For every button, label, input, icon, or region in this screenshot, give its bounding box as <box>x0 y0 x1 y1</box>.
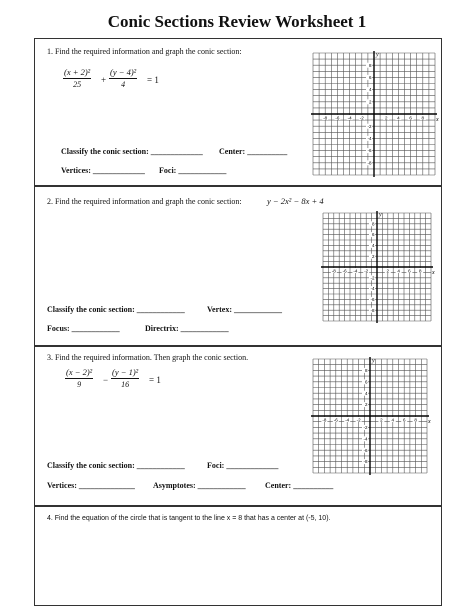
problem-1-statement: 1. Find the required information and graph the conic section: <box>47 47 242 56</box>
x-tick-label: -4 <box>347 115 352 121</box>
y-tick-label: 4 <box>364 390 368 396</box>
p3-classify: Classify the conic section: ____________ <box>47 461 185 470</box>
worksheet-title: Conic Sections Review Worksheet 1 <box>107 12 367 31</box>
y-tick-label: 2 <box>364 402 368 408</box>
y-tick-label: -4 <box>370 286 375 292</box>
x-axis-label: x <box>436 117 439 123</box>
p1-foci: Foci: ____________ <box>159 166 227 175</box>
p1-numerator-1: (x + 2)² <box>64 67 91 77</box>
x-tick-label: 6 <box>409 115 412 121</box>
p2-vertex: Vertex: ____________ <box>207 305 283 314</box>
p3-operator: − <box>103 375 109 385</box>
x-tick-label: -2 <box>359 115 364 121</box>
p2-classify: Classify the conic section: ____________ <box>47 305 185 314</box>
problem-4-box <box>34 506 442 606</box>
y-axis-label: y <box>376 52 379 58</box>
y-tick-label: 6 <box>364 379 368 385</box>
y-tick-label: 4 <box>371 243 375 248</box>
p2-coordinate-grid[interactable] <box>319 209 435 325</box>
x-tick-label: 4 <box>397 268 400 274</box>
y-tick-label: 8 <box>371 221 375 227</box>
p2-equation: y − 2x² − 8x + 4 <box>267 196 324 206</box>
problem-2-statement: 2. Find the required information and graph the conic section: <box>47 197 242 206</box>
problem-3-box <box>34 346 442 506</box>
p3-center: Center: __________ <box>265 481 334 490</box>
p3-coordinate-grid[interactable] <box>309 355 431 477</box>
p3-foci: Foci: _____________ <box>207 461 279 470</box>
x-tick-label: 2 <box>386 268 390 274</box>
p3-fraction-2 <box>111 367 139 389</box>
y-tick-label: -2 <box>370 275 375 281</box>
x-tick-label: 8 <box>414 417 417 423</box>
p1-classify: Classify the conic section: _____________ <box>61 147 203 156</box>
y-tick-label: -6 <box>367 148 372 154</box>
x-axis-label: x <box>428 419 431 425</box>
x-tick-label: -4 <box>353 268 358 274</box>
p1-coordinate-grid[interactable] <box>309 49 439 179</box>
p3-numerator-1: (x − 2)² <box>66 367 93 377</box>
p1-center: Center: __________ <box>219 147 288 156</box>
x-tick-label: -6 <box>342 268 347 274</box>
p2-directrix: Directrix: ____________ <box>145 324 229 333</box>
y-tick-label: -2 <box>367 123 372 129</box>
y-tick-label: -6 <box>370 297 375 302</box>
x-tick-label: 8 <box>421 115 425 121</box>
y-tick-label: -8 <box>367 160 372 166</box>
p1-denominator-2: 4 <box>121 80 126 89</box>
x-tick-label: -4 <box>345 417 350 423</box>
x-tick-label: -8 <box>322 417 327 423</box>
y-tick-label: -4 <box>367 136 372 141</box>
p1-denominator-1: 25 <box>73 80 82 89</box>
y-tick-label: 6 <box>368 75 372 80</box>
problem-1-box <box>34 38 442 186</box>
y-tick-label: -2 <box>363 425 368 430</box>
x-tick-label: -2 <box>364 268 369 274</box>
x-tick-label: -6 <box>333 417 338 423</box>
x-tick-label: 4 <box>391 417 395 423</box>
x-tick-label: -2 <box>356 417 361 423</box>
y-axis-label: y <box>372 358 375 364</box>
y-tick-label: 8 <box>368 62 372 68</box>
p3-asymptotes: Asymptotes: ____________ <box>153 481 246 490</box>
y-axis-label: y <box>379 212 382 218</box>
p3-fraction-1 <box>65 367 93 389</box>
y-tick-label: -4 <box>363 436 368 442</box>
p3-numerator-2: (y − 1)² <box>112 367 139 377</box>
y-tick-label: -8 <box>363 459 368 465</box>
y-tick-label: 2 <box>371 253 375 259</box>
p3-denominator-2: 16 <box>121 380 130 389</box>
x-tick-label: 6 <box>408 268 411 274</box>
p3-vertices: Vertices: ______________ <box>47 481 135 490</box>
x-tick-label: -6 <box>335 115 340 121</box>
p1-fraction-2 <box>109 67 137 89</box>
p3-denominator-1: 9 <box>77 380 82 389</box>
p1-fraction-1 <box>63 67 91 89</box>
problem-2-box <box>34 186 442 346</box>
p1-rhs: = 1 <box>147 75 159 85</box>
y-tick-label: 6 <box>371 232 375 238</box>
y-tick-label: 2 <box>368 99 372 105</box>
x-tick-label: 2 <box>380 417 383 423</box>
x-tick-label: 8 <box>418 268 422 274</box>
p1-operator: + <box>101 75 107 85</box>
problem-3-statement: 3. Find the required information. Then graph the conic section. <box>47 353 249 362</box>
x-tick-label: 4 <box>397 115 400 121</box>
x-tick-label: 2 <box>384 115 388 121</box>
p2-focus: Focus: ____________ <box>47 324 120 333</box>
problem-4-statement: 4. Find the equation of the circle that is tangent to the line x = 8 that has a center at (-5, 10). <box>47 515 331 522</box>
y-tick-label: -6 <box>363 447 368 453</box>
y-tick-label: -8 <box>370 307 375 313</box>
x-axis-label: x <box>432 270 435 276</box>
y-tick-label: 8 <box>364 368 368 373</box>
p1-vertices: Vertices: _____________ <box>61 166 145 175</box>
x-tick-label: -8 <box>323 115 328 121</box>
p1-numerator-2: (y − 4)² <box>110 67 137 77</box>
y-tick-label: 4 <box>368 87 372 93</box>
p3-rhs: = 1 <box>149 375 161 385</box>
x-tick-label: -8 <box>331 268 336 274</box>
x-tick-label: 6 <box>402 417 406 423</box>
